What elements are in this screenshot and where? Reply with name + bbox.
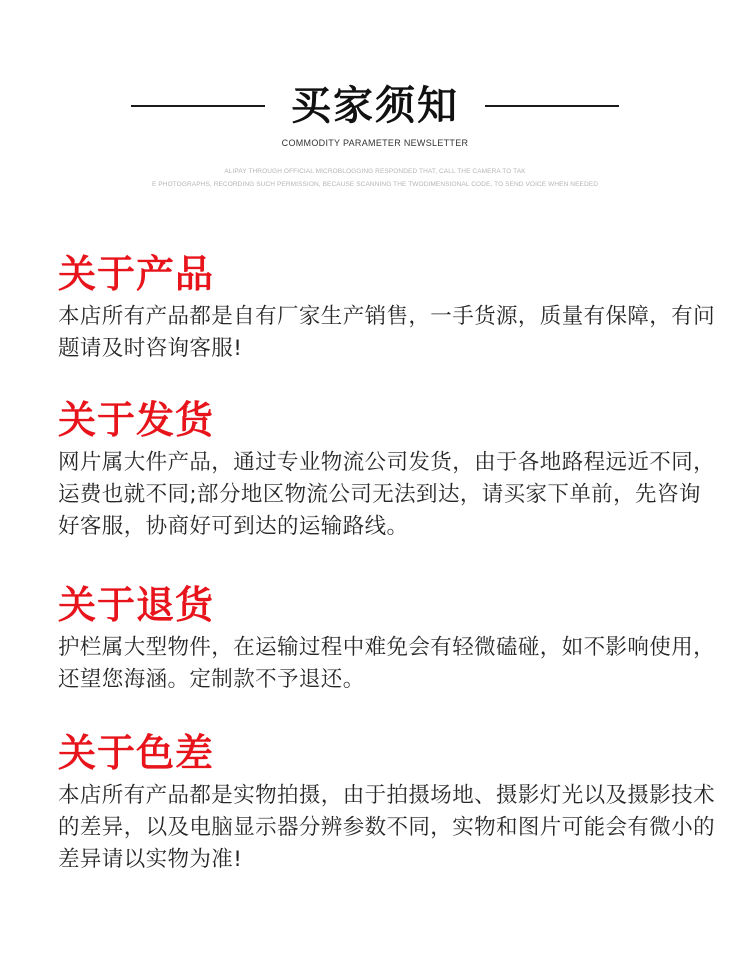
section-heading: 关于产品: [58, 252, 215, 296]
section-body: 护栏属大型物件，在运输过程中难免会有轻微磕碰，如不影响使用，还望您海涵。定制款不予退还。: [58, 635, 716, 692]
section-color-difference: [58, 731, 718, 876]
page-title: 买家须知: [291, 83, 459, 129]
section-product: [58, 252, 718, 365]
section-returns: [58, 583, 718, 696]
title-rule-right: [485, 105, 619, 107]
section-heading: 关于退货: [58, 583, 215, 627]
section-shipping: [58, 398, 718, 543]
page-subtitle: COMMODITY PARAMETER NEWSLETTER: [281, 138, 469, 148]
title-rule-left: [131, 105, 265, 107]
fine-print-line-2: E PHOTOGRAPHS, RECORDING SUCH PERMISSION, BECAUSE SCANNING THE TWODIMENSIONAL CODE, TO SEND VOICE WHEN NEEDED: [152, 181, 598, 188]
section-heading: 关于色差: [58, 731, 215, 775]
section-body: 网片属大件产品，通过专业物流公司发货，由于各地路程远近不同，运费也就不同;部分地区物流公司无法到达，请买家下单前，先咨询好客服，协商好可到达的运输路线。: [58, 450, 716, 539]
fine-print-line-1: ALIPAY THROUGH OFFICIAL MICROBLOGGING RESPONDED THAT, CALL THE CAMERA TO TAK: [224, 168, 526, 175]
section-body: 本店所有产品都是实物拍摄，由于拍摄场地、摄影灯光以及摄影技术的差异，以及电脑显示器分辨参数不同，实物和图片可能会有微小的差异请以实物为准!: [58, 783, 716, 872]
section-body: 本店所有产品都是自有厂家生产销售，一手货源，质量有保障，有问题请及时咨询客服!: [58, 304, 716, 361]
fine-print: [0, 165, 750, 191]
section-heading: 关于发货: [58, 398, 215, 442]
notice-header: [0, 78, 750, 191]
title-row: [0, 78, 750, 134]
